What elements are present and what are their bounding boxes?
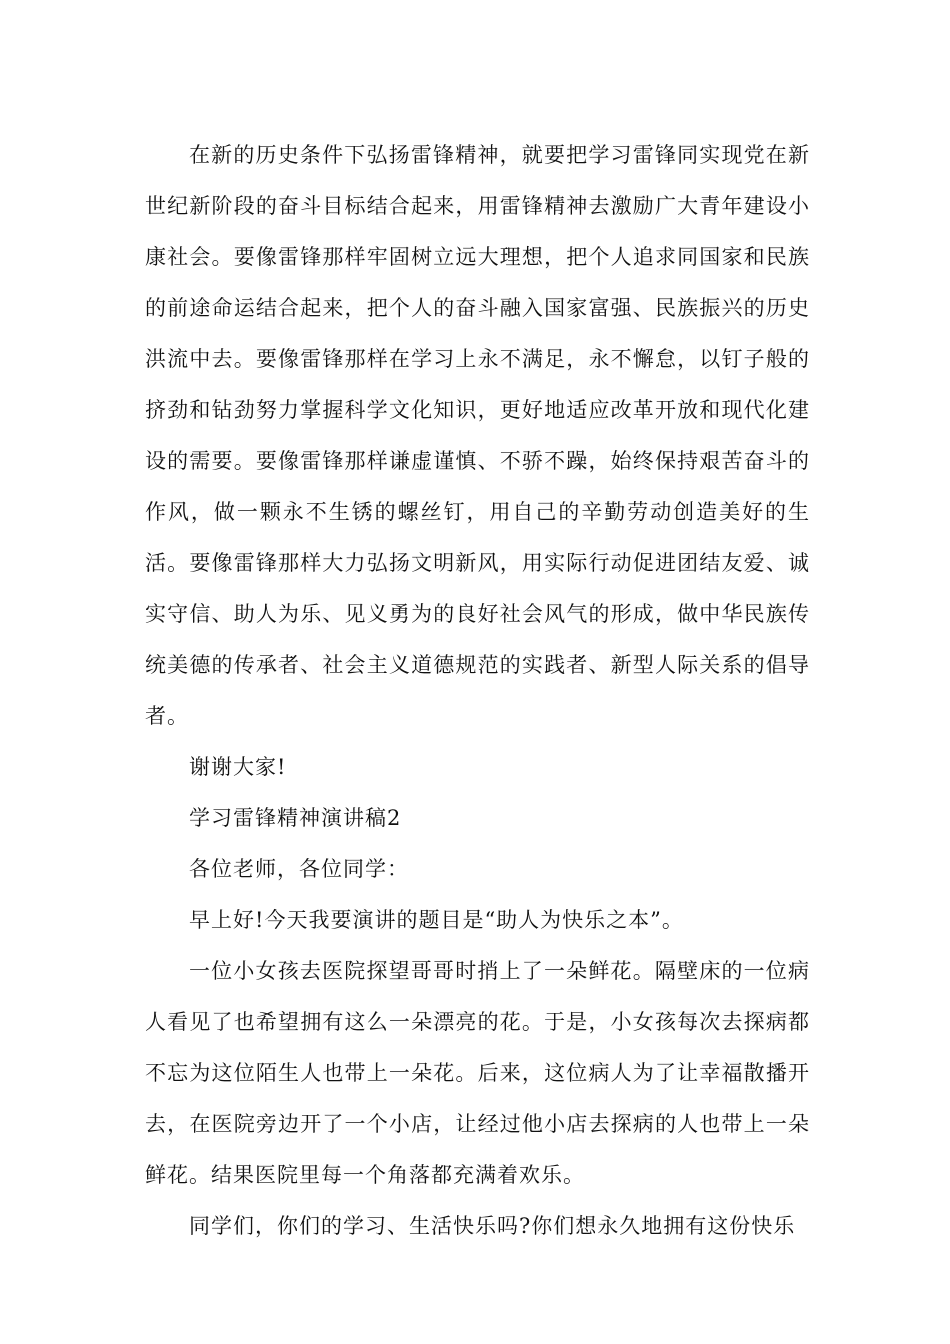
paragraph-greeting: 各位老师，各位同学：	[189, 857, 409, 881]
paragraph-thanks: 谢谢大家!	[189, 755, 287, 779]
document-body	[145, 130, 810, 1252]
paragraph-topic: 早上好!今天我要演讲的题目是“助人为快乐之本”。	[189, 908, 684, 932]
paragraph-question: 同学们，你们的学习、生活快乐吗?你们想永久地拥有这份快乐	[189, 1214, 796, 1238]
speech-title: 学习雷锋精神演讲稿2	[189, 806, 402, 830]
paragraph-story: 一位小女孩去医院探望哥哥时捎上了一朵鲜花。隔壁床的一位病人看见了也希望拥有这么一朵漂亮的花。于是，小女孩每次去探病都不忘为这位陌生人也带上一朵花。后来，这位病人为了让幸福散播开去，在医院旁边开了一个小店，让经过他小店去探病的人也带上一朵鲜花。结果医院里每一个角落都充满着欢乐。	[145, 959, 810, 1187]
paragraph-lei-feng-spirit: 在新的历史条件下弘扬雷锋精神，就要把学习雷锋同实现党在新世纪新阶段的奋斗目标结合起来，用雷锋精神去激励广大青年建设小康社会。要像雷锋那样牢固树立远大理想，把个人追求同国家和民族的前途命运结合起来，把个人的奋斗融入国家富强、民族振兴的历史洪流中去。要像雷锋那样在学习上永不满足，永不懈怠，以钉子般的挤劲和钻劲努力掌握科学文化知识，更好地适应改革开放和现代化建设的需要。要像雷锋那样谦虚谨慎、不骄不躁，始终保持艰苦奋斗的作风，做一颗永不生锈的螺丝钉，用自己的辛勤劳动创造美好的生活。要像雷锋那样大力弘扬文明新风，用实际行动促进团结友爱、诚实守信、助人为乐、见义勇为的良好社会风气的形成，做中华民族传统美德的传承者、社会主义道德规范的实践者、新型人际关系的倡导者。	[145, 143, 810, 728]
